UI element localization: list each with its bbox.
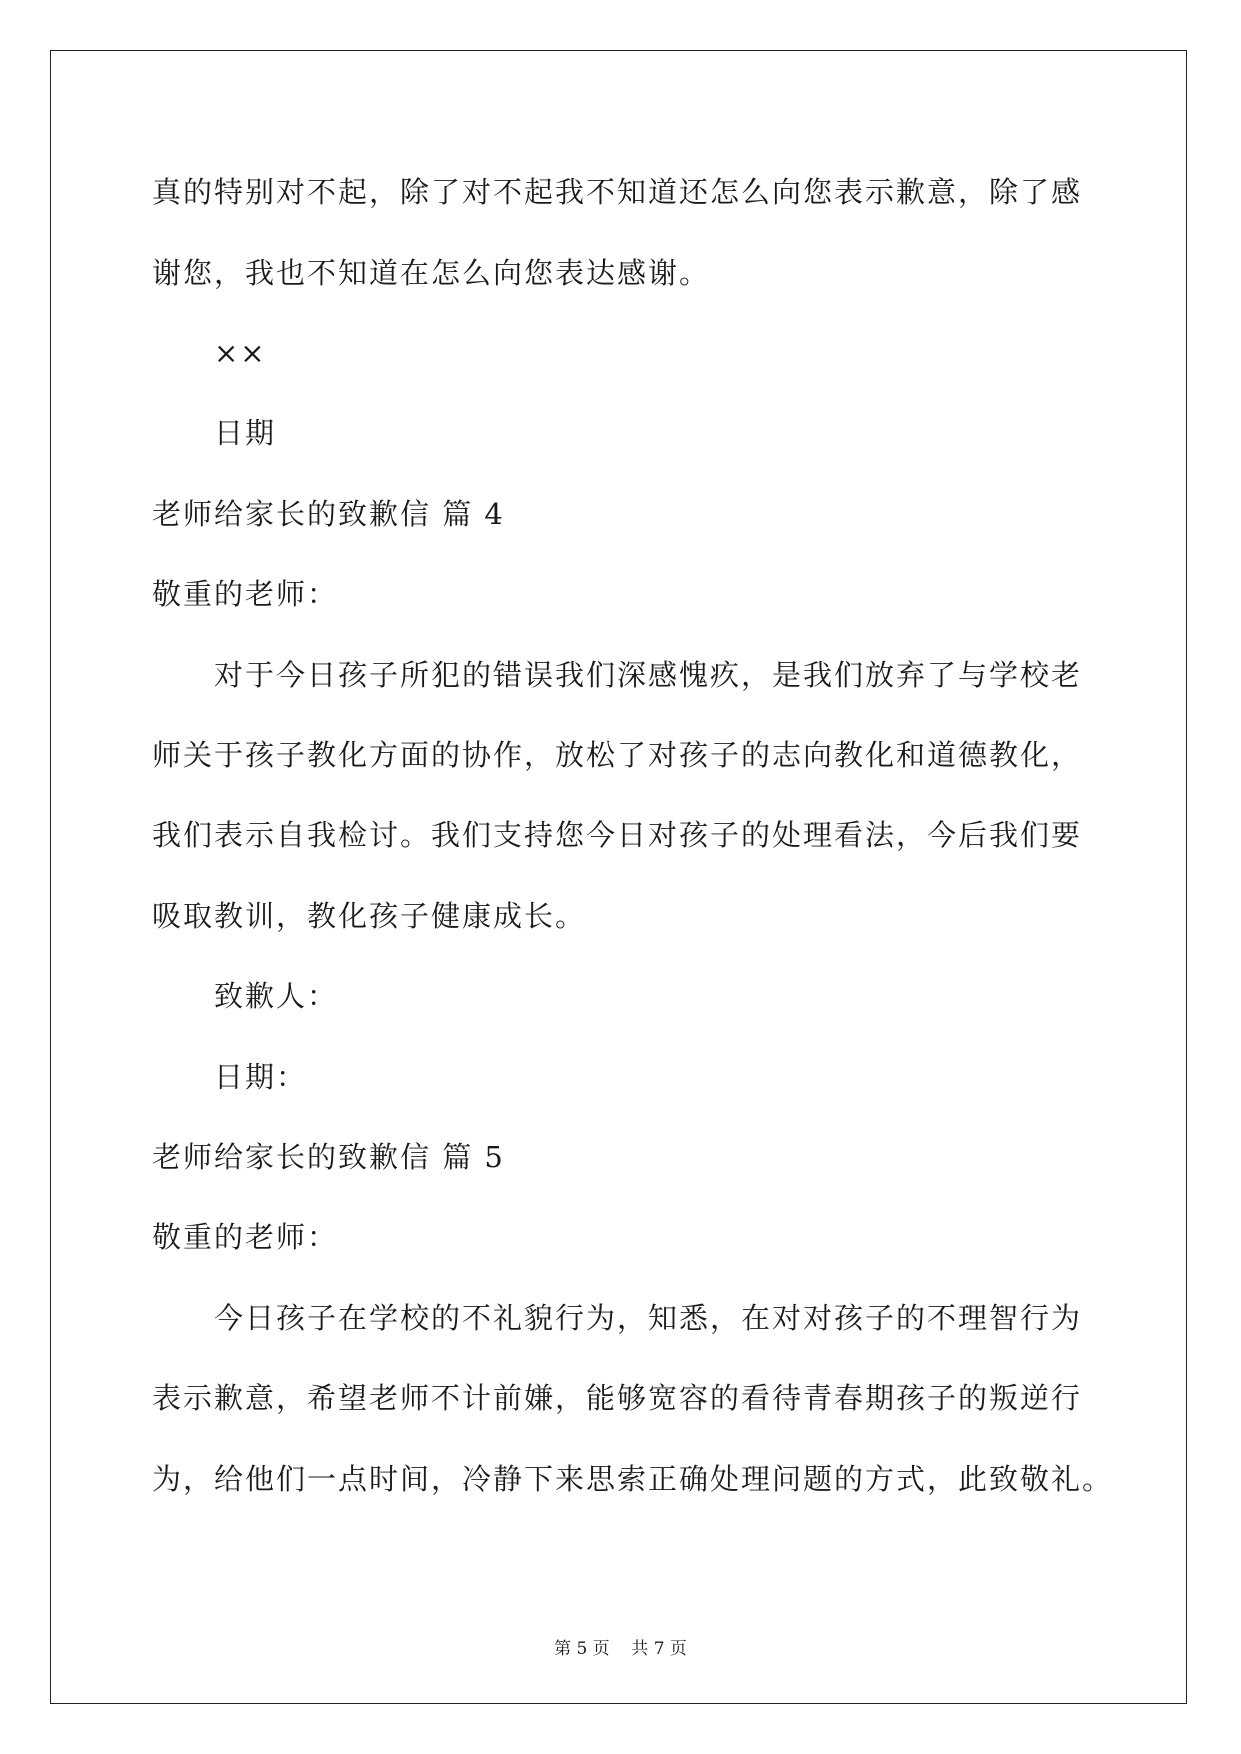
signature-name: 致歉人：	[214, 979, 339, 1013]
section-heading: 老师给家长的致歉信 篇 5	[152, 1140, 505, 1174]
salutation: 敬重的老师：	[152, 1220, 339, 1254]
body-text-line: 表示歉意，希望老师不计前嫌，能够宽容的看待青春期孩子的叛逆行	[152, 1381, 1083, 1415]
salutation: 敬重的老师：	[152, 577, 339, 611]
body-text-line: 我们表示自我检讨。我们支持您今日对孩子的处理看法，今后我们要	[152, 818, 1083, 852]
page-border	[50, 50, 1187, 1704]
body-text-line: 对于今日孩子所犯的错误我们深感愧疚，是我们放弃了与学校老	[214, 658, 1083, 692]
signature-date: 日期：	[214, 1060, 308, 1094]
page-number-footer: 第 5 页 共 7 页	[554, 1639, 687, 1659]
body-text-line: 为，给他们一点时间，冷静下来思索正确处理问题的方式，此致敬礼。	[152, 1462, 1114, 1496]
body-text-line: 今日孩子在学校的不礼貌行为，知悉，在对对孩子的不理智行为	[214, 1301, 1083, 1335]
body-text-line: 真的特别对不起，除了对不起我不知道还怎么向您表示歉意，除了感	[152, 175, 1083, 209]
section-heading: 老师给家长的致歉信 篇 4	[152, 497, 505, 531]
body-text-line: 吸取教训，教化孩子健康成长。	[152, 899, 587, 933]
signature-name: ××	[214, 336, 267, 370]
body-text-line: 师关于孩子教化方面的协作，放松了对孩子的志向教化和道德教化，	[152, 738, 1083, 772]
body-text-line: 谢您，我也不知道在怎么向您表达感谢。	[152, 256, 711, 290]
signature-date: 日期	[214, 416, 277, 450]
